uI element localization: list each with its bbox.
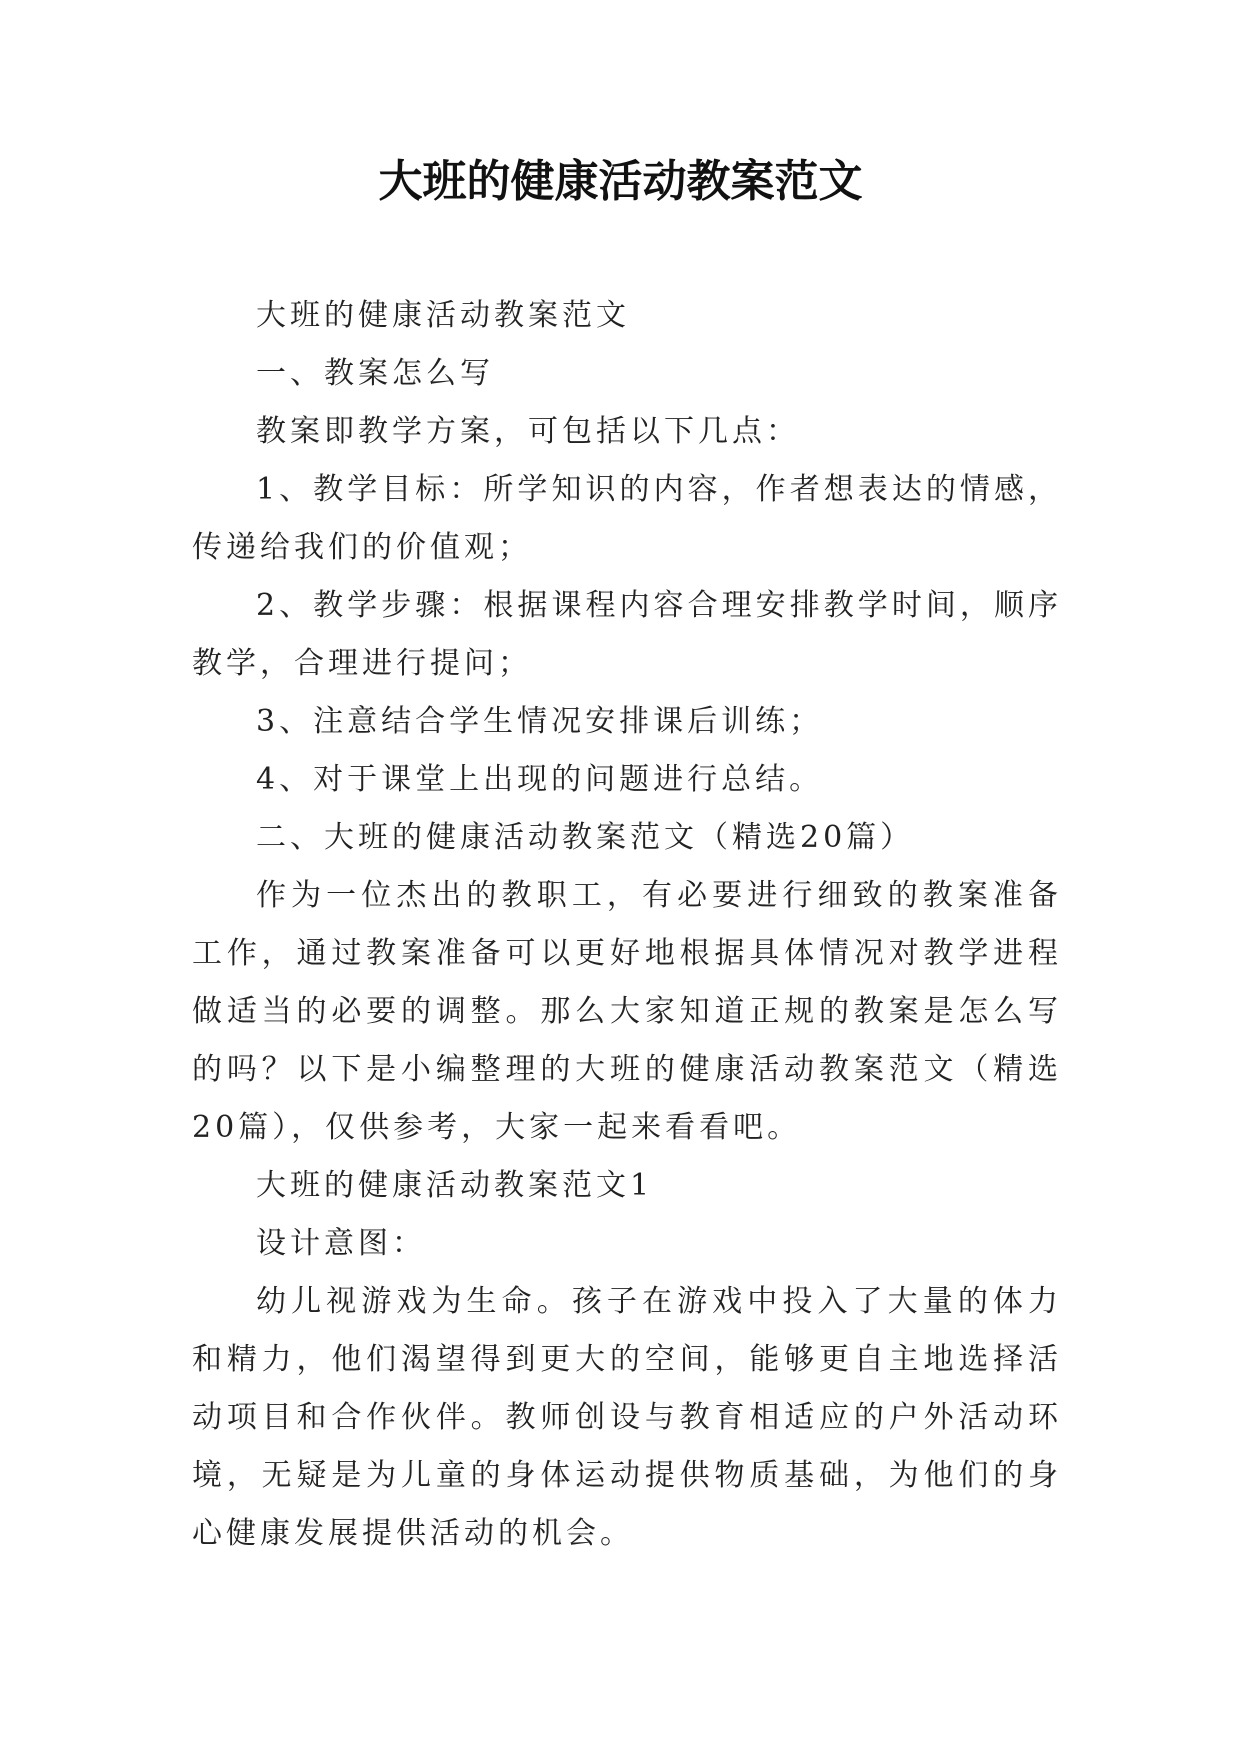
list-item: 2、教学步骤：根据课程内容合理安排教学时间，顺序教学，合理进行提问； [192, 588, 1062, 681]
paragraph: 作为一位杰出的教职工，有必要进行细致的教案准备工作，通过教案准备可以更好地根据具体情况对教学进程做适当的必要的调整。那么大家知道正规的教案是怎么写的吗？以下是小编整理的大班的健康活动教案范文（精选20篇），仅供参考，大家一起来看看吧。 [192, 878, 1062, 1145]
document-title: 大班的健康活动教案范文 [378, 156, 863, 207]
paragraph: 幼儿视游戏为生命。孩子在游戏中投入了大量的体力和精力，他们渴望得到更大的空间，能够更自主地选择活动项目和合作伙伴。教师创设与教育相适应的户外活动环境，无疑是为儿童的身体运动提供物质基础，为他们的身心健康发展提供活动的机会。 [192, 1284, 1062, 1551]
subsection-heading: 大班的健康活动教案范文1 [256, 1168, 654, 1203]
list-item: 1、教学目标：所学知识的内容，作者想表达的情感，传递给我们的价值观； [192, 472, 1062, 565]
section-heading: 一、教案怎么写 [256, 356, 494, 391]
paragraph: 大班的健康活动教案范文 [256, 298, 630, 333]
paragraph: 设计意图： [256, 1226, 426, 1261]
section-heading: 二、大班的健康活动教案范文（精选20篇） [256, 820, 915, 855]
list-item: 4、对于课堂上出现的问题进行总结。 [256, 762, 824, 797]
document-body [192, 287, 1062, 1563]
paragraph: 教案即教学方案，可包括以下几点： [256, 414, 800, 449]
list-item: 3、注意结合学生情况安排课后训练； [256, 704, 824, 739]
